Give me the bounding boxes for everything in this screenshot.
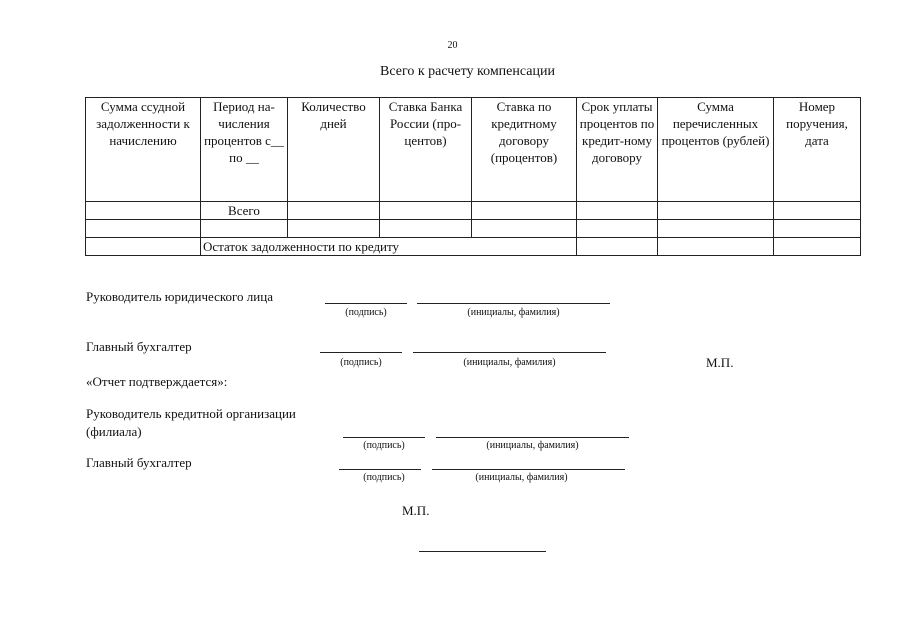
table-cell — [288, 202, 380, 220]
table-cell — [577, 220, 658, 238]
table-row — [86, 220, 861, 238]
header-payment-term: Срок уплаты процентов по кредит-ному договору — [577, 98, 658, 202]
signature-caption: (подпись) — [340, 357, 382, 368]
header-cbr-rate: Ставка Банка России (про-центов) — [380, 98, 472, 202]
table-cell — [774, 220, 861, 238]
initials-line — [432, 469, 625, 470]
table-cell — [86, 220, 201, 238]
header-period: Период на-числения процентов с__ по __ — [201, 98, 288, 202]
table-cell — [380, 202, 472, 220]
table-cell — [472, 220, 577, 238]
table-cell — [658, 202, 774, 220]
chief-accountant-label: Главный бухгалтер — [86, 339, 192, 354]
table-cell — [472, 202, 577, 220]
table-cell — [774, 238, 861, 256]
stamp-label: М.П. — [706, 355, 734, 370]
head-credit-org-label: Руководитель кредитной организации — [86, 406, 296, 421]
table-header-row — [86, 98, 861, 202]
table-cell — [577, 238, 658, 256]
table-cell — [201, 220, 288, 238]
footer-line — [419, 551, 546, 552]
header-paid-interest: Сумма перечисленных процентов (рублей) — [658, 98, 774, 202]
signature-line — [343, 437, 425, 438]
initials-caption: (инициалы, фамилия) — [486, 440, 579, 451]
initials-caption: (инициалы, фамилия) — [467, 307, 560, 318]
signature-line — [320, 352, 402, 353]
initials-caption: (инициалы, фамилия) — [463, 357, 556, 368]
table-cell — [380, 220, 472, 238]
head-legal-entity-label: Руководитель юридического лица — [86, 289, 273, 304]
initials-line — [417, 303, 610, 304]
signature-line — [325, 303, 407, 304]
initials-line — [413, 352, 606, 353]
chief-accountant-label: Главный бухгалтер — [86, 455, 192, 470]
signature-line — [339, 469, 421, 470]
table-cell — [774, 202, 861, 220]
header-contract-rate: Ставка по кредитному договору (процентов) — [472, 98, 577, 202]
header-days: Количество дней — [288, 98, 380, 202]
table-cell — [658, 238, 774, 256]
table-cell — [577, 202, 658, 220]
page-number: 20 — [447, 40, 458, 51]
report-confirmed-label: «Отчет подтверждается»: — [86, 374, 228, 389]
signature-caption: (подпись) — [363, 472, 405, 483]
signature-caption: (подпись) — [363, 440, 405, 451]
table-row — [86, 202, 861, 220]
header-order-number: Номер поручения, дата — [774, 98, 861, 202]
initials-line — [436, 437, 629, 438]
total-label: Всего — [201, 202, 288, 220]
table-cell — [658, 220, 774, 238]
stamp-label: М.П. — [402, 503, 430, 518]
table-cell — [86, 202, 201, 220]
head-credit-org-branch-label: (филиала) — [86, 424, 142, 439]
signature-caption: (подпись) — [345, 307, 387, 318]
header-loan-amount: Сумма ссудной задолженности к начислению — [86, 98, 201, 202]
compensation-table — [85, 97, 861, 256]
document-title: Всего к расчету компенсации — [380, 64, 555, 79]
table-cell — [86, 238, 201, 256]
initials-caption: (инициалы, фамилия) — [475, 472, 568, 483]
table-cell — [288, 220, 380, 238]
table-row — [86, 238, 861, 256]
balance-label: Остаток задолженности по кредиту — [201, 238, 577, 256]
